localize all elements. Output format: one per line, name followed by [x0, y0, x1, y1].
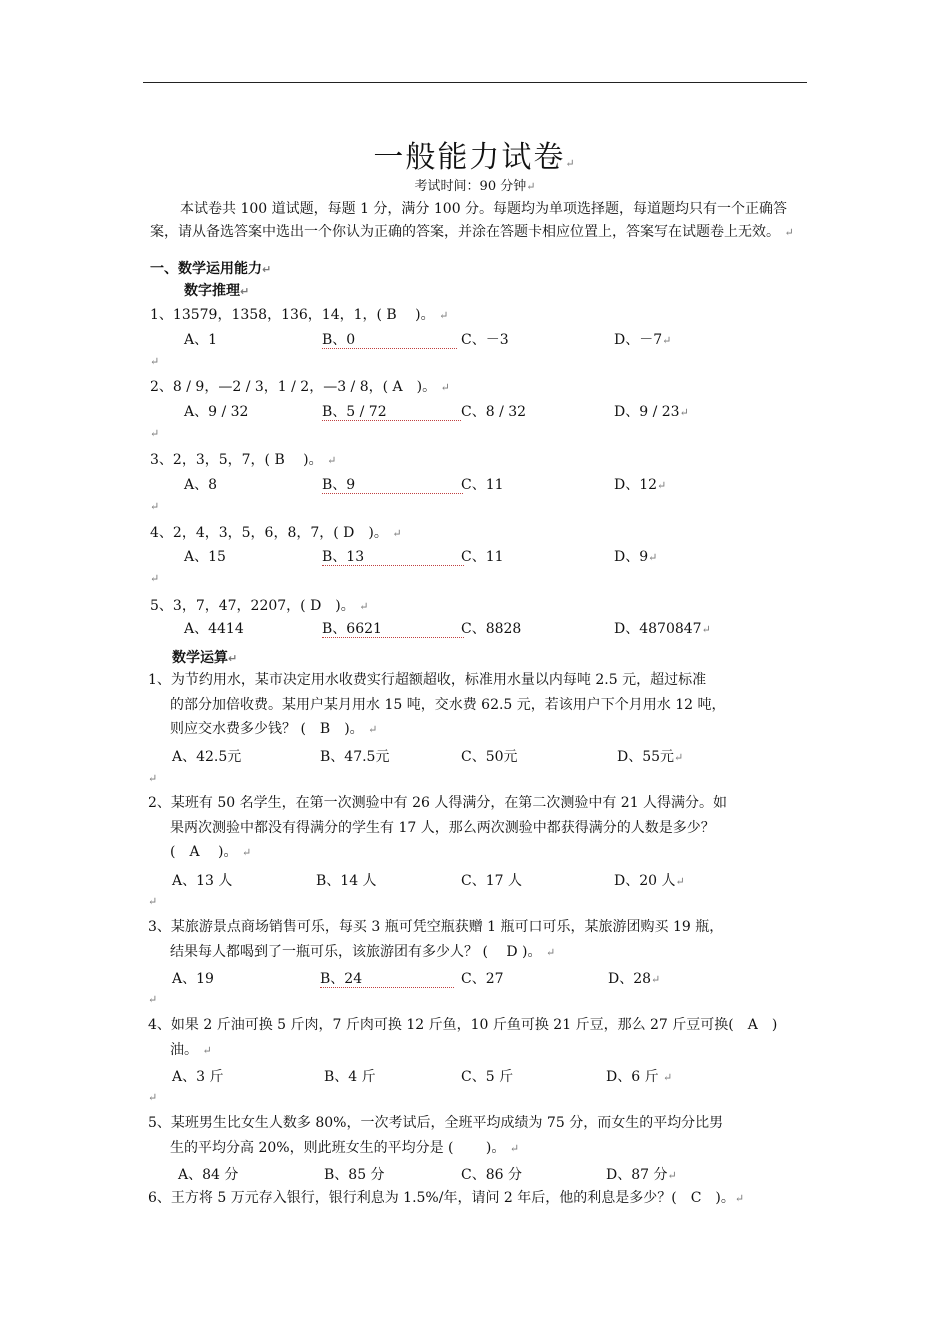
ma5-option-b: B、85 分 — [324, 1167, 385, 1183]
blank-paragraph: ↵ — [150, 572, 160, 585]
nr-question-1: 1、13579，1358，136，14，1，( B )。 ↵ — [150, 307, 449, 323]
ma5-option-d: D、87 分↵ — [606, 1167, 677, 1183]
nr5-option-a: A、4414 — [184, 621, 244, 637]
ma2-option-b: B、14 人 — [316, 873, 377, 889]
exam-time: 考试时间：90 分钟↵ — [414, 179, 536, 194]
nr3-option-d: D、12↵ — [614, 477, 667, 493]
blank-paragraph: ↵ — [150, 427, 160, 440]
nr3-option-a: A、8 — [184, 477, 218, 493]
ma4-option-b: B、4 斤 — [324, 1069, 376, 1085]
blank-paragraph: ↵ — [150, 500, 160, 513]
ma2-option-c: C、17 人 — [461, 873, 522, 889]
blank-paragraph: ↵ — [148, 1091, 158, 1104]
nr1-option-c: C、－3 — [461, 332, 509, 348]
ma-question-2: 2、某班有 50 名学生，在第一次测验中有 26 人得满分，在第二次测验中有 21 人得满分。如 果两次测验中都没有得满分的学生有 17 人，那么两次测验中都获得满分的人数是多少？ ( A )。 ↵ — [148, 795, 728, 860]
ma3-option-b: B、24 — [320, 968, 454, 988]
ma5-option-a: A、84 分 — [178, 1167, 239, 1183]
nr4-option-a: A、15 — [184, 549, 226, 565]
blank-paragraph: ↵ — [148, 993, 158, 1006]
nr-question-4: 4、2，4，3，5，6，8，7，( D )。 ↵ — [150, 525, 402, 541]
ma3-option-c: C、27 — [461, 971, 504, 987]
blank-paragraph: ↵ — [150, 355, 160, 368]
ma1-option-b: B、47.5元 — [320, 749, 390, 765]
nr-question-3: 3、2，3，5，7，( B )。 ↵ — [150, 452, 337, 468]
ma2-option-a: A、13 人 — [172, 873, 233, 889]
nr2-option-d: D、9 / 23↵ — [614, 404, 689, 420]
nr3-option-b: B、9 — [322, 474, 463, 494]
nr5-option-b: B、6621 — [322, 618, 464, 638]
subsection-number-series: 数字推理↵ — [184, 283, 250, 299]
blank-paragraph: ↵ — [148, 772, 158, 785]
ma-question-4: 4、如果 2 斤油可换 5 斤肉，7 斤肉可换 12 斤鱼，10 斤鱼可换 21 斤豆，那么 27 斤豆可换( A ) 油。 ↵ — [148, 1017, 778, 1058]
intro-paragraph: 本试卷共 100 道试题，每题 1 分，满分 100 分。每题均为单项选择题，每道题均只有一个正确答案，请从备选答案中选出一个你认为正确的答案，并涂在答题卡相应位置上，答案写在试题卷上无效。 ↵ — [150, 201, 794, 240]
ma2-option-d: D、20 人↵ — [614, 873, 685, 889]
ma-question-5: 5、某班男生比女生人数多 80%，一次考试后，全班平均成绩为 75 分，而女生的平均分比男 生的平均分高 20%，则此班女生的平均分是 ( )。 ↵ — [148, 1115, 724, 1156]
nr1-option-d: D、－7↵ — [614, 332, 672, 348]
nr1-option-b: B、0 — [322, 329, 457, 349]
header-rule — [143, 82, 807, 83]
section-heading: 一、数学运用能力↵ — [150, 261, 272, 277]
nr1-option-a: A、1 — [184, 332, 218, 348]
nr-question-2: 2、8 / 9，—2 / 3，1 / 2，—3 / 8，( A )。 ↵ — [150, 379, 450, 395]
nr5-option-d: D、4870847↵ — [614, 621, 711, 637]
nr2-option-a: A、9 / 32 — [184, 404, 249, 420]
nr4-option-c: C、11 — [461, 549, 504, 565]
nr-question-5: 5、3，7，47，2207，( D )。 ↵ — [150, 598, 369, 614]
ma4-option-c: C、5 斤 — [461, 1069, 514, 1085]
page-title: 一般能力试卷↵ — [373, 140, 577, 175]
nr2-option-b: B、5 / 72 — [322, 401, 461, 421]
nr3-option-c: C、11 — [461, 477, 504, 493]
ma1-option-c: C、50元 — [461, 749, 518, 765]
blank-paragraph: ↵ — [148, 895, 158, 908]
ma1-option-d: D、55元↵ — [617, 749, 684, 765]
ma-question-1: 1、为节约用水，某市决定用水收费实行超额超收，标准用水量以内每吨 2.5 元，超过标准 的部分加倍收费。某用户某月用水 15 吨，交水费 62.5 元，若该用户下个月用水 12 吨， 则应交水费多少钱？ ( B )。 ↵ — [148, 672, 726, 737]
ma-question-6: 6、王方将 5 万元存入银行，银行利息为 1.5%/年，请问 2 年后，他的利息是多少？( C )。↵ — [148, 1190, 745, 1206]
ma5-option-c: C、86 分 — [461, 1167, 522, 1183]
ma3-option-d: D、28↵ — [608, 971, 661, 987]
ma4-option-a: A、3 斤 — [172, 1069, 224, 1085]
ma-question-3: 3、某旅游景点商场销售可乐，每买 3 瓶可凭空瓶获赠 1 瓶可口可乐，某旅游团购买 19 瓶， 结果每人都喝到了一瓶可乐，该旅游团有多少人？ ( D )。 ↵ — [148, 919, 724, 960]
nr4-option-d: D、9↵ — [614, 549, 658, 565]
ma3-option-a: A、19 — [172, 971, 214, 987]
nr4-option-b: B、13 — [322, 546, 464, 566]
subsection-arithmetic: 数学运算↵ — [172, 650, 238, 666]
nr2-option-c: C、8 / 32 — [461, 404, 527, 420]
ma1-option-a: A、42.5元 — [172, 749, 242, 765]
ma4-option-d: D、6 斤 ↵ — [606, 1069, 673, 1085]
nr5-option-c: C、8828 — [461, 621, 522, 637]
